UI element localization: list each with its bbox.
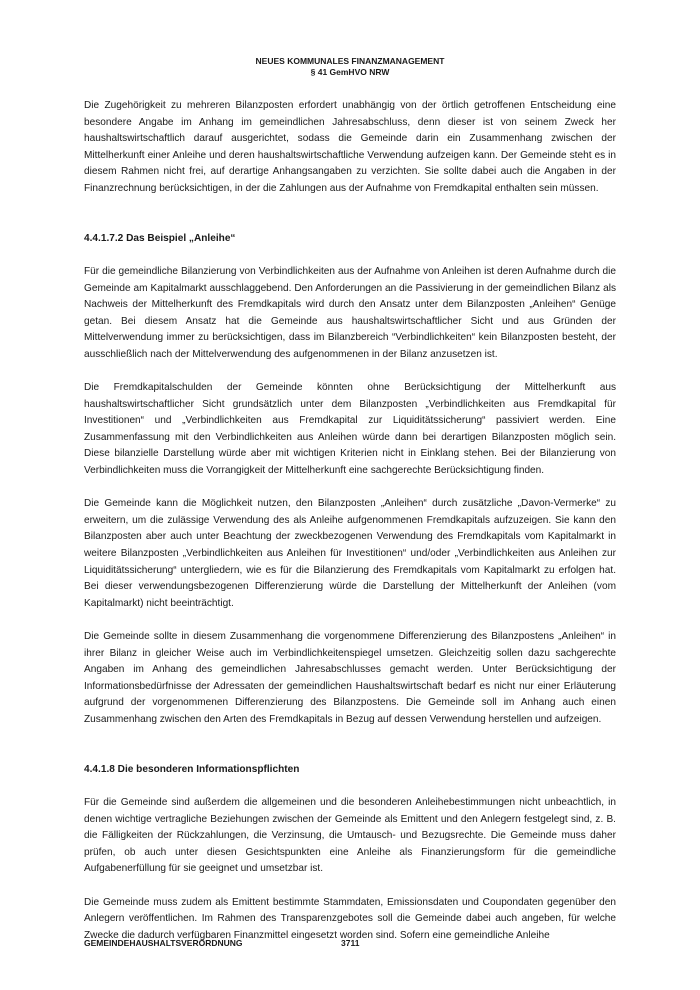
- paragraph: Die Gemeinde sollte in diesem Zusammenhang die vorgenommene Differenzierung des Bilanzpostens „Anleihen“ in ihrer Bilanz in gleicher Weise auch im Verbindlichkeitenspiegel umsetzen. Gleichzeitig sollen dazu sachgerechte Angaben im Anhang des gemeindlichen Jahresabschlusses gemacht werden. Unter Berücksichtigung der Informationsbedürfnisse der Adressaten der gemeindlichen Haushaltswirtschaft bedarf es nicht nur einer Erläuterung aufgrund der vorgenommenen Differenzierung des Bilanzpostens. Die Gemeinde soll im Anhang auch einen Zusammenhang zwischen den Arten des Fremdkapitals in Bezug auf dessen Verwendung herstellen und aufzeigen.: [84, 631, 616, 725]
- paragraph: Für die Gemeinde sind außerdem die allgemeinen und die besonderen Anleihebestimmungen nicht unbeachtlich, in denen wichtige vertragliche Beziehungen zwischen der Gemeinde als Emittent und den Anlegern festgelegt sind, z. B. die Fälligkeiten der Rückzahlungen, die Verzinsung, die Umtausch- und Bezugsrechte. Die Gemeinde muss daher prüfen, ob auch unter diesen Gesichtspunkten eine Anleihe als Finanzierungsform für die gemeindliche Aufgabenerfüllung für sie geeignet und umsetzbar ist.: [84, 796, 616, 875]
- spacer: [84, 214, 616, 231]
- paragraph: Die Gemeinde muss zudem als Emittent bestimmte Stammdaten, Emissionsdaten und Coupondaten gegenüber den Anlegern veröffentlichen. Im Rahmen des Transparenzgebotes soll die Gemeinde dabei auch angeben, für welche Zwecke die dadurch verfügbaren Finanzmittel eingesetzt worden sind. Sofern eine gemeindliche Anleihe: [84, 896, 616, 941]
- footer-title: GEMEINDEHAUSHALTSVERORDNUNG: [84, 938, 243, 948]
- header-subtitle: § 41 GemHVO NRW: [310, 67, 390, 77]
- page-number: 3711: [341, 938, 360, 948]
- paragraph: Die Fremdkapitalschulden der Gemeinde könnten ohne Berücksichtigung der Mittelherkunft aus haushaltswirtschaftlicher Sicht grundsätzlich unter dem Bilanzposten „Verbindlichkeiten aus Fremdkapital für Investitionen“ und „Verbindlichkeiten aus Fremdkapital zur Liquiditätssicherung“ passiviert werden. Eine Zusammenfassung mit den Verbindlichkeiten aus Anleihen würde dann bei derartigen Bilanzposten möglich sein. Diese bilanzielle Darstellung würde aber mit wichtigen Kriterien nicht in Einklang stehen. Bei der Bilanzierung von Verbindlichkeiten muss die Vorrangigkeit der Mittelherkunft eine sachgerechte Berücksichtigung finden.: [84, 382, 616, 477]
- section-heading: 4.4.1.8 Die besonderen Informationspflichten: [84, 763, 300, 775]
- paragraph: Für die gemeindliche Bilanzierung von Verbindlichkeiten aus der Aufnahme von Anleihen ist deren Aufnahme durch die Gemeinde am Kapitalmarkt ausschlaggebend. Den Anforderungen an die Passivierung in der gemeindlichen Bilanz als Nachweis der Mittelherkunft des Fremdkapitals wird durch den Ansatz unter dem Bilanzposten „Anleihen“ Genüge getan. Bei diesem Ansatz hat die Gemeinde aus haushaltswirtschaftlicher Sicht und aus Gründen der Mittelverwendung immer zu berücksichtigen, dass im Bilanzbereich “Verbindlichkeiten“ kein Bilanzposten besteht, der ausschließlich nach der Mittelverwendung des aufgenommenen in der Bilanz anzusetzen ist.: [84, 265, 616, 360]
- spacer: [84, 745, 616, 762]
- section-heading: 4.4.1.7.2 Das Beispiel „Anleihe“: [84, 232, 236, 244]
- page-header: [0, 56, 700, 78]
- document-body: [84, 98, 616, 961]
- paragraph: Die Zugehörigkeit zu mehreren Bilanzposten erfordert unabhängig von der örtlich getroffenen Entscheidung eine besondere Angabe im Anhang im gemeindlichen Jahresabschluss, denn dieser ist von seinem Zweck her haushaltswirtschaftlich darauf ausgerichtet, sodass die Gemeinde darin ein Zusammenhang zwischen der Mittelherkunft einer Anleihe und deren haushaltswirtschaftliche Verwendung aufzeigen kann. Der Gemeinde steht es in diesem Rahmen nicht frei, auf derartige Anhangsangaben zu verzichten. Sie sollte dabei auch die Angaben in der Finanzrechnung berücksichtigen, in der die Zahlungen aus der Aufnahme von Fremdkapital enthalten sein müssen.: [84, 100, 616, 194]
- paragraph: Die Gemeinde kann die Möglichkeit nutzen, den Bilanzposten „Anleihen“ durch zusätzliche „Davon-Vermerke“ zu erweitern, um die zulässige Verwendung des als Anleihe aufgenommenen Fremdkapitals aufzuzeigen. Sie kann den Bilanzposten aber auch unter Beachtung der zweckbezogenen Verwendung des Fremdkapitals vom Kapitalmarkt in weitere Bilanzposten „Verbindlichkeiten aus Anleihen für Investitionen“ und/oder „Verbindlichkeiten aus Anleihen zur Liquiditätssicherung“ untergliedern, wie es für die Bilanzierung des Fremdkapitals vom Kapitalmarkt zu erfolgen hat. Bei dieser verwendungsbezogenen Differenzierung würde die Darstellung der Mittelherkunft der Anleihen (vom Kapitalmarkt) nicht beeinträchtigt.: [84, 498, 616, 609]
- header-title: NEUES KOMMUNALES FINANZMANAGEMENT: [255, 56, 445, 66]
- page-footer: [84, 938, 616, 948]
